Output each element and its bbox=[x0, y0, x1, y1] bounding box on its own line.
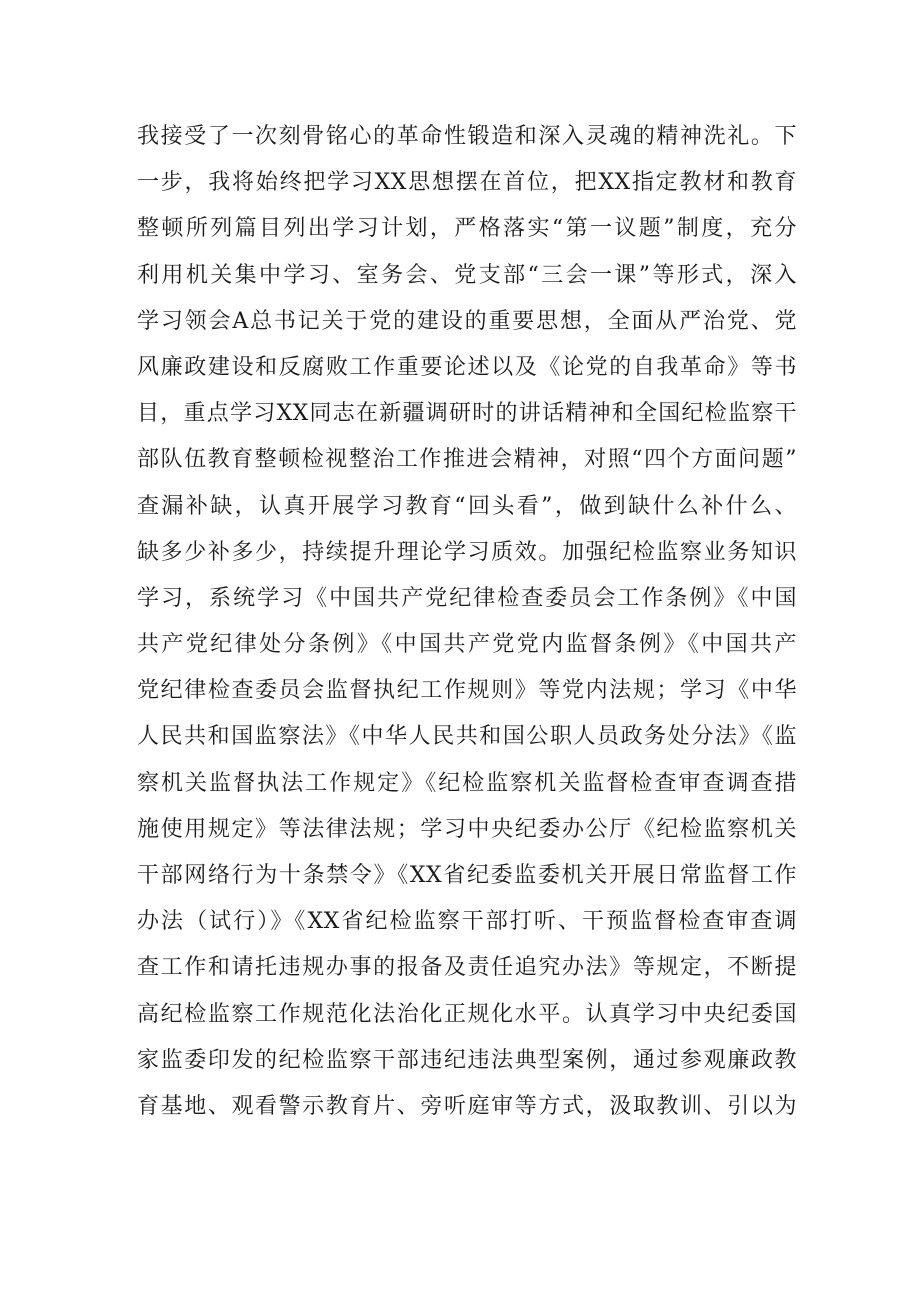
text-line: 查漏补缺，认真开展学习教育“回头看”，做到缺什么补什么、 bbox=[137, 493, 797, 519]
text-line: 学习，系统学习《中国共产党纪律检查委员会工作条例》《中国 bbox=[137, 585, 797, 611]
text-line: 人民共和国监察法》《中华人民共和国公职人员政务处分法》《监 bbox=[137, 724, 797, 750]
text-line: 整顿所列篇目列出学习计划，严格落实“第一议题”制度，充分 bbox=[137, 216, 797, 242]
text-line: 部队伍教育整顿检视整治工作推进会精神，对照“四个方面问题” bbox=[137, 447, 797, 473]
text-line: 共产党纪律处分条例》《中国共产党党内监督条例》《中国共产 bbox=[137, 632, 797, 658]
text-line: 查工作和请托违规办事的报备及责任追究办法》等规定，不断提 bbox=[137, 955, 797, 981]
text-line: 家监委印发的纪检监察干部违纪违法典型案例，通过参观廉政教 bbox=[137, 1047, 797, 1073]
body-paragraph bbox=[137, 114, 797, 1130]
text-line: 目，重点学习XX同志在新疆调研时的讲话精神和全国纪检监察干 bbox=[137, 401, 797, 427]
text-line: 高纪检监察工作规范化法治化正规化水平。认真学习中央纪委国 bbox=[137, 1001, 797, 1027]
text-line: 施使用规定》等法律法规；学习中央纪委办公厅《纪检监察机关 bbox=[137, 816, 797, 842]
text-line: 干部网络行为十条禁令》《XX省纪委监委机关开展日常监督工作 bbox=[137, 863, 797, 888]
text-line: 一步，我将始终把学习XX思想摆在首位，把XX指定教材和教育 bbox=[137, 170, 797, 196]
text-line: 缺多少补多少，持续提升理论学习质效。加强纪检监察业务知识 bbox=[137, 539, 797, 565]
text-line: 我接受了一次刻骨铭心的革命性锻造和深入灵魂的精神洗礼。下 bbox=[137, 124, 797, 149]
text-line: 察机关监督执法工作规定》《纪检监察机关监督检查审查调查措 bbox=[137, 770, 797, 796]
text-line: 办法（试行）》《XX省纪检监察干部打听、干预监督检查审查调 bbox=[137, 909, 797, 935]
text-line: 学习领会A总书记关于党的建设的重要思想，全面从严治党、党 bbox=[137, 308, 797, 334]
text-line: 育基地、观看警示教育片、旁听庭审等方式，汲取教训、引以为 bbox=[137, 1093, 797, 1119]
text-line: 利用机关集中学习、室务会、党支部“三会一课”等形式，深入 bbox=[137, 262, 797, 288]
text-line: 党纪律检查委员会监督执纪工作规则》等党内法规；学习《中华 bbox=[137, 678, 797, 704]
text-line: 风廉政建设和反腐败工作重要论述以及《论党的自我革命》等书 bbox=[137, 354, 797, 380]
